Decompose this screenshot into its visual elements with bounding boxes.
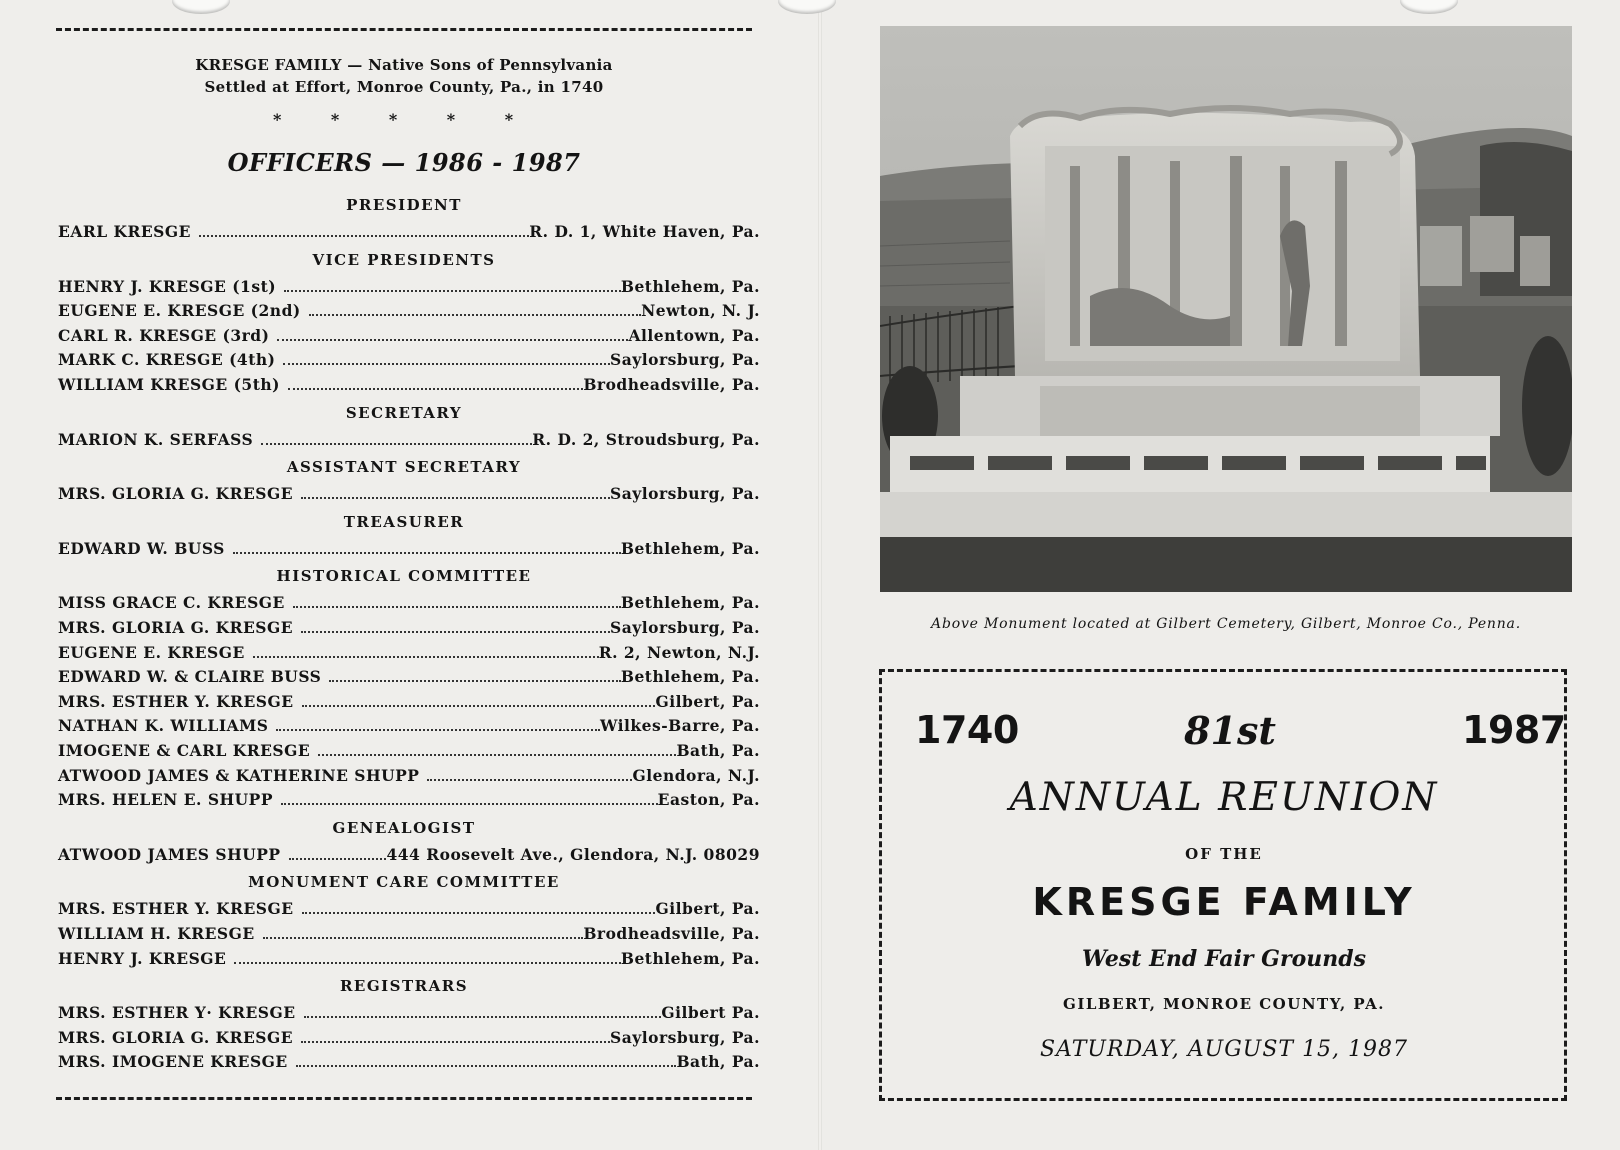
- officer-entry: [58, 741, 760, 760]
- officer-name: MRS. GLORIA G. KRESGE: [58, 484, 294, 504]
- officer-name: MRS. GLORIA G. KRESGE: [58, 1027, 294, 1047]
- leader-dots: [277, 339, 628, 341]
- officer-location: Glendora, N.J.: [632, 765, 760, 785]
- leader-dots: [293, 606, 621, 608]
- section-heading: GENEALOGIST: [332, 818, 476, 837]
- officer-entry: [58, 326, 760, 345]
- officer-entry: [58, 277, 760, 296]
- leader-dots: [318, 754, 676, 756]
- officer-location: Easton, Pa.: [657, 790, 760, 810]
- leader-dots: [234, 962, 621, 964]
- settled-line: Settled at Effort, Monroe County, Pa., in 1740: [204, 78, 604, 96]
- leader-dots: [233, 552, 621, 554]
- officer-name: MRS. IMOGENE KRESGE: [58, 1052, 288, 1072]
- top-dashed-rule: [56, 28, 752, 31]
- section-heading: REGISTRARS: [339, 977, 469, 996]
- reunion-number: 81st: [1184, 708, 1276, 753]
- bottom-dashed-rule: [56, 1097, 752, 1100]
- officer-location: Bethlehem, Pa.: [620, 593, 760, 613]
- section-heading: SECRETARY: [345, 403, 463, 422]
- venue-location: GILBERT, MONROE COUNTY, PA.: [1063, 995, 1385, 1013]
- section-heading: ASSISTANT SECRETARY: [286, 458, 522, 477]
- officer-location: Bath, Pa.: [676, 1052, 760, 1072]
- officer-name: EDWARD W. & CLAIRE BUSS: [58, 667, 322, 687]
- officer-entry: [58, 949, 760, 968]
- officer-name: WILLIAM KRESGE (5th): [58, 375, 280, 394]
- officer-location: Bethlehem, Pa.: [620, 948, 760, 968]
- officer-location: Gilbert, Pa.: [655, 899, 760, 919]
- officer-name: NATHAN K. WILLIAMS: [58, 716, 269, 736]
- officer-entry: [58, 593, 760, 612]
- officer-name: ATWOOD JAMES SHUPP: [58, 844, 281, 864]
- officer-entry: [58, 350, 760, 369]
- leader-dots: [302, 705, 656, 707]
- officer-name: MRS. HELEN E. SHUPP: [58, 790, 273, 810]
- officer-name: HENRY J. KRESGE (1st): [58, 276, 277, 296]
- officer-name: EARL KRESGE: [58, 222, 191, 241]
- year-start: 1740: [915, 708, 1019, 752]
- leader-dots: [427, 779, 632, 781]
- officer-name: HENRY J. KRESGE: [58, 948, 227, 968]
- officer-location: Allentown, Pa.: [628, 325, 760, 345]
- monument-photo: [880, 26, 1572, 592]
- officer-location: 444 Roosevelt Ave., Glendora, N.J. 08029: [386, 844, 760, 864]
- officer-location: Bethlehem, Pa.: [620, 538, 760, 558]
- officer-name: CARL R. KRESGE (3rd): [58, 325, 270, 345]
- officer-location: Saylorsburg, Pa.: [610, 1027, 760, 1047]
- leader-dots: [301, 497, 610, 499]
- leader-dots: [283, 363, 610, 365]
- section-heading: TREASURER: [343, 512, 465, 531]
- officer-name: ATWOOD JAMES & KATHERINE SHUPP: [58, 765, 420, 785]
- officer-entry: [58, 539, 760, 558]
- leader-dots: [199, 235, 529, 237]
- officer-location: Saylorsburg, Pa.: [610, 350, 760, 370]
- family-name: KRESGE FAMILY: [1032, 880, 1416, 924]
- officer-location: Bethlehem, Pa.: [620, 667, 760, 687]
- officer-entry: [58, 375, 760, 394]
- officer-entry: [58, 845, 760, 864]
- leader-dots: [304, 1016, 662, 1018]
- officer-location: Saylorsburg, Pa.: [610, 618, 760, 637]
- section-heading: HISTORICAL COMMITTEE: [276, 567, 532, 586]
- section-heading: VICE PRESIDENTS: [312, 250, 496, 269]
- reunion-date: SATURDAY, AUGUST 15, 1987: [1039, 1037, 1409, 1062]
- leader-dots: [309, 314, 641, 316]
- officer-name: IMOGENE & CARL KRESGE: [58, 741, 311, 760]
- officer-location: Bethlehem, Pa.: [620, 276, 760, 296]
- officer-location: Gilbert Pa.: [661, 1003, 760, 1023]
- leader-dots: [261, 443, 532, 445]
- officer-entry: [58, 716, 760, 735]
- officer-entry: [58, 301, 760, 320]
- officer-entry: [58, 222, 760, 241]
- officer-location: Brodheadsville, Pa.: [583, 375, 760, 394]
- officer-entry: [58, 790, 760, 809]
- leader-dots: [329, 680, 620, 682]
- page-fold: [818, 0, 822, 1150]
- officer-entry: [58, 899, 760, 918]
- family-header: KRESGE FAMILY — Native Sons of Pennsylvania: [195, 56, 613, 74]
- officer-entry: [58, 667, 760, 686]
- officer-entry: [58, 430, 760, 449]
- officer-entry: [58, 1003, 760, 1022]
- officer-location: Gilbert, Pa.: [655, 691, 760, 711]
- officer-name: EUGENE E. KRESGE (2nd): [58, 301, 301, 321]
- officer-entry: [58, 924, 760, 943]
- leader-dots: [281, 803, 658, 805]
- officer-name: MRS. ESTHER Y· KRESGE: [58, 1003, 296, 1023]
- officer-name: MARK C. KRESGE (4th): [58, 350, 276, 370]
- leader-dots: [296, 1065, 677, 1067]
- officer-name: EDWARD W. BUSS: [58, 538, 225, 558]
- officer-location: R. D. 1, White Haven, Pa.: [529, 222, 760, 241]
- officer-name: MRS. ESTHER Y. KRESGE: [58, 899, 294, 919]
- officer-entry: [58, 766, 760, 785]
- officer-entry: [58, 643, 760, 662]
- officer-name: MRS. GLORIA G. KRESGE: [58, 618, 294, 637]
- leader-dots: [276, 729, 600, 731]
- officer-name: MRS. ESTHER Y. KRESGE: [58, 691, 294, 711]
- section-heading: PRESIDENT: [346, 196, 462, 214]
- leader-dots: [289, 858, 387, 860]
- leader-dots: [263, 937, 584, 939]
- leader-dots: [284, 290, 621, 292]
- section-heading: MONUMENT CARE COMMITTEE: [248, 873, 560, 892]
- leader-dots: [301, 1041, 610, 1043]
- officer-entry: [58, 618, 760, 637]
- star-divider: * * * * *: [272, 110, 536, 129]
- leader-dots: [253, 656, 599, 658]
- annual-reunion-title: ANNUAL REUNION: [1009, 775, 1439, 820]
- officer-location: Brodheadsville, Pa.: [583, 924, 760, 943]
- leader-dots: [301, 631, 610, 633]
- officers-title: OFFICERS — 1986 - 1987: [227, 148, 581, 177]
- officer-entry: [58, 484, 760, 503]
- photo-caption: Above Monument located at Gilbert Cemetery, Gilbert, Monroe Co., Penna.: [931, 616, 1521, 632]
- officer-location: R. D. 2, Stroudsburg, Pa.: [532, 429, 760, 449]
- officer-entry: [58, 1052, 760, 1071]
- officer-location: Bath, Pa.: [676, 741, 760, 760]
- officer-location: Saylorsburg, Pa.: [610, 484, 760, 504]
- officer-location: Wilkes-Barre, Pa.: [600, 716, 760, 736]
- officer-name: MISS GRACE C. KRESGE: [58, 593, 285, 613]
- officer-name: WILLIAM H. KRESGE: [58, 924, 255, 943]
- officer-name: MARION K. SERFASS: [58, 429, 254, 449]
- leader-dots: [288, 388, 583, 390]
- officer-location: R. 2, Newton, N.J.: [598, 642, 760, 662]
- officer-name: EUGENE E. KRESGE: [58, 642, 245, 662]
- venue-name: West End Fair Grounds: [1081, 946, 1366, 972]
- officer-location: Newton, N. J.: [641, 301, 760, 321]
- year-end: 1987: [1462, 708, 1566, 752]
- officer-entry: [58, 692, 760, 711]
- officer-entry: [58, 1028, 760, 1047]
- leader-dots: [302, 912, 656, 914]
- monument-illustration: [880, 26, 1572, 592]
- of-the-label: OF THE: [1185, 845, 1263, 863]
